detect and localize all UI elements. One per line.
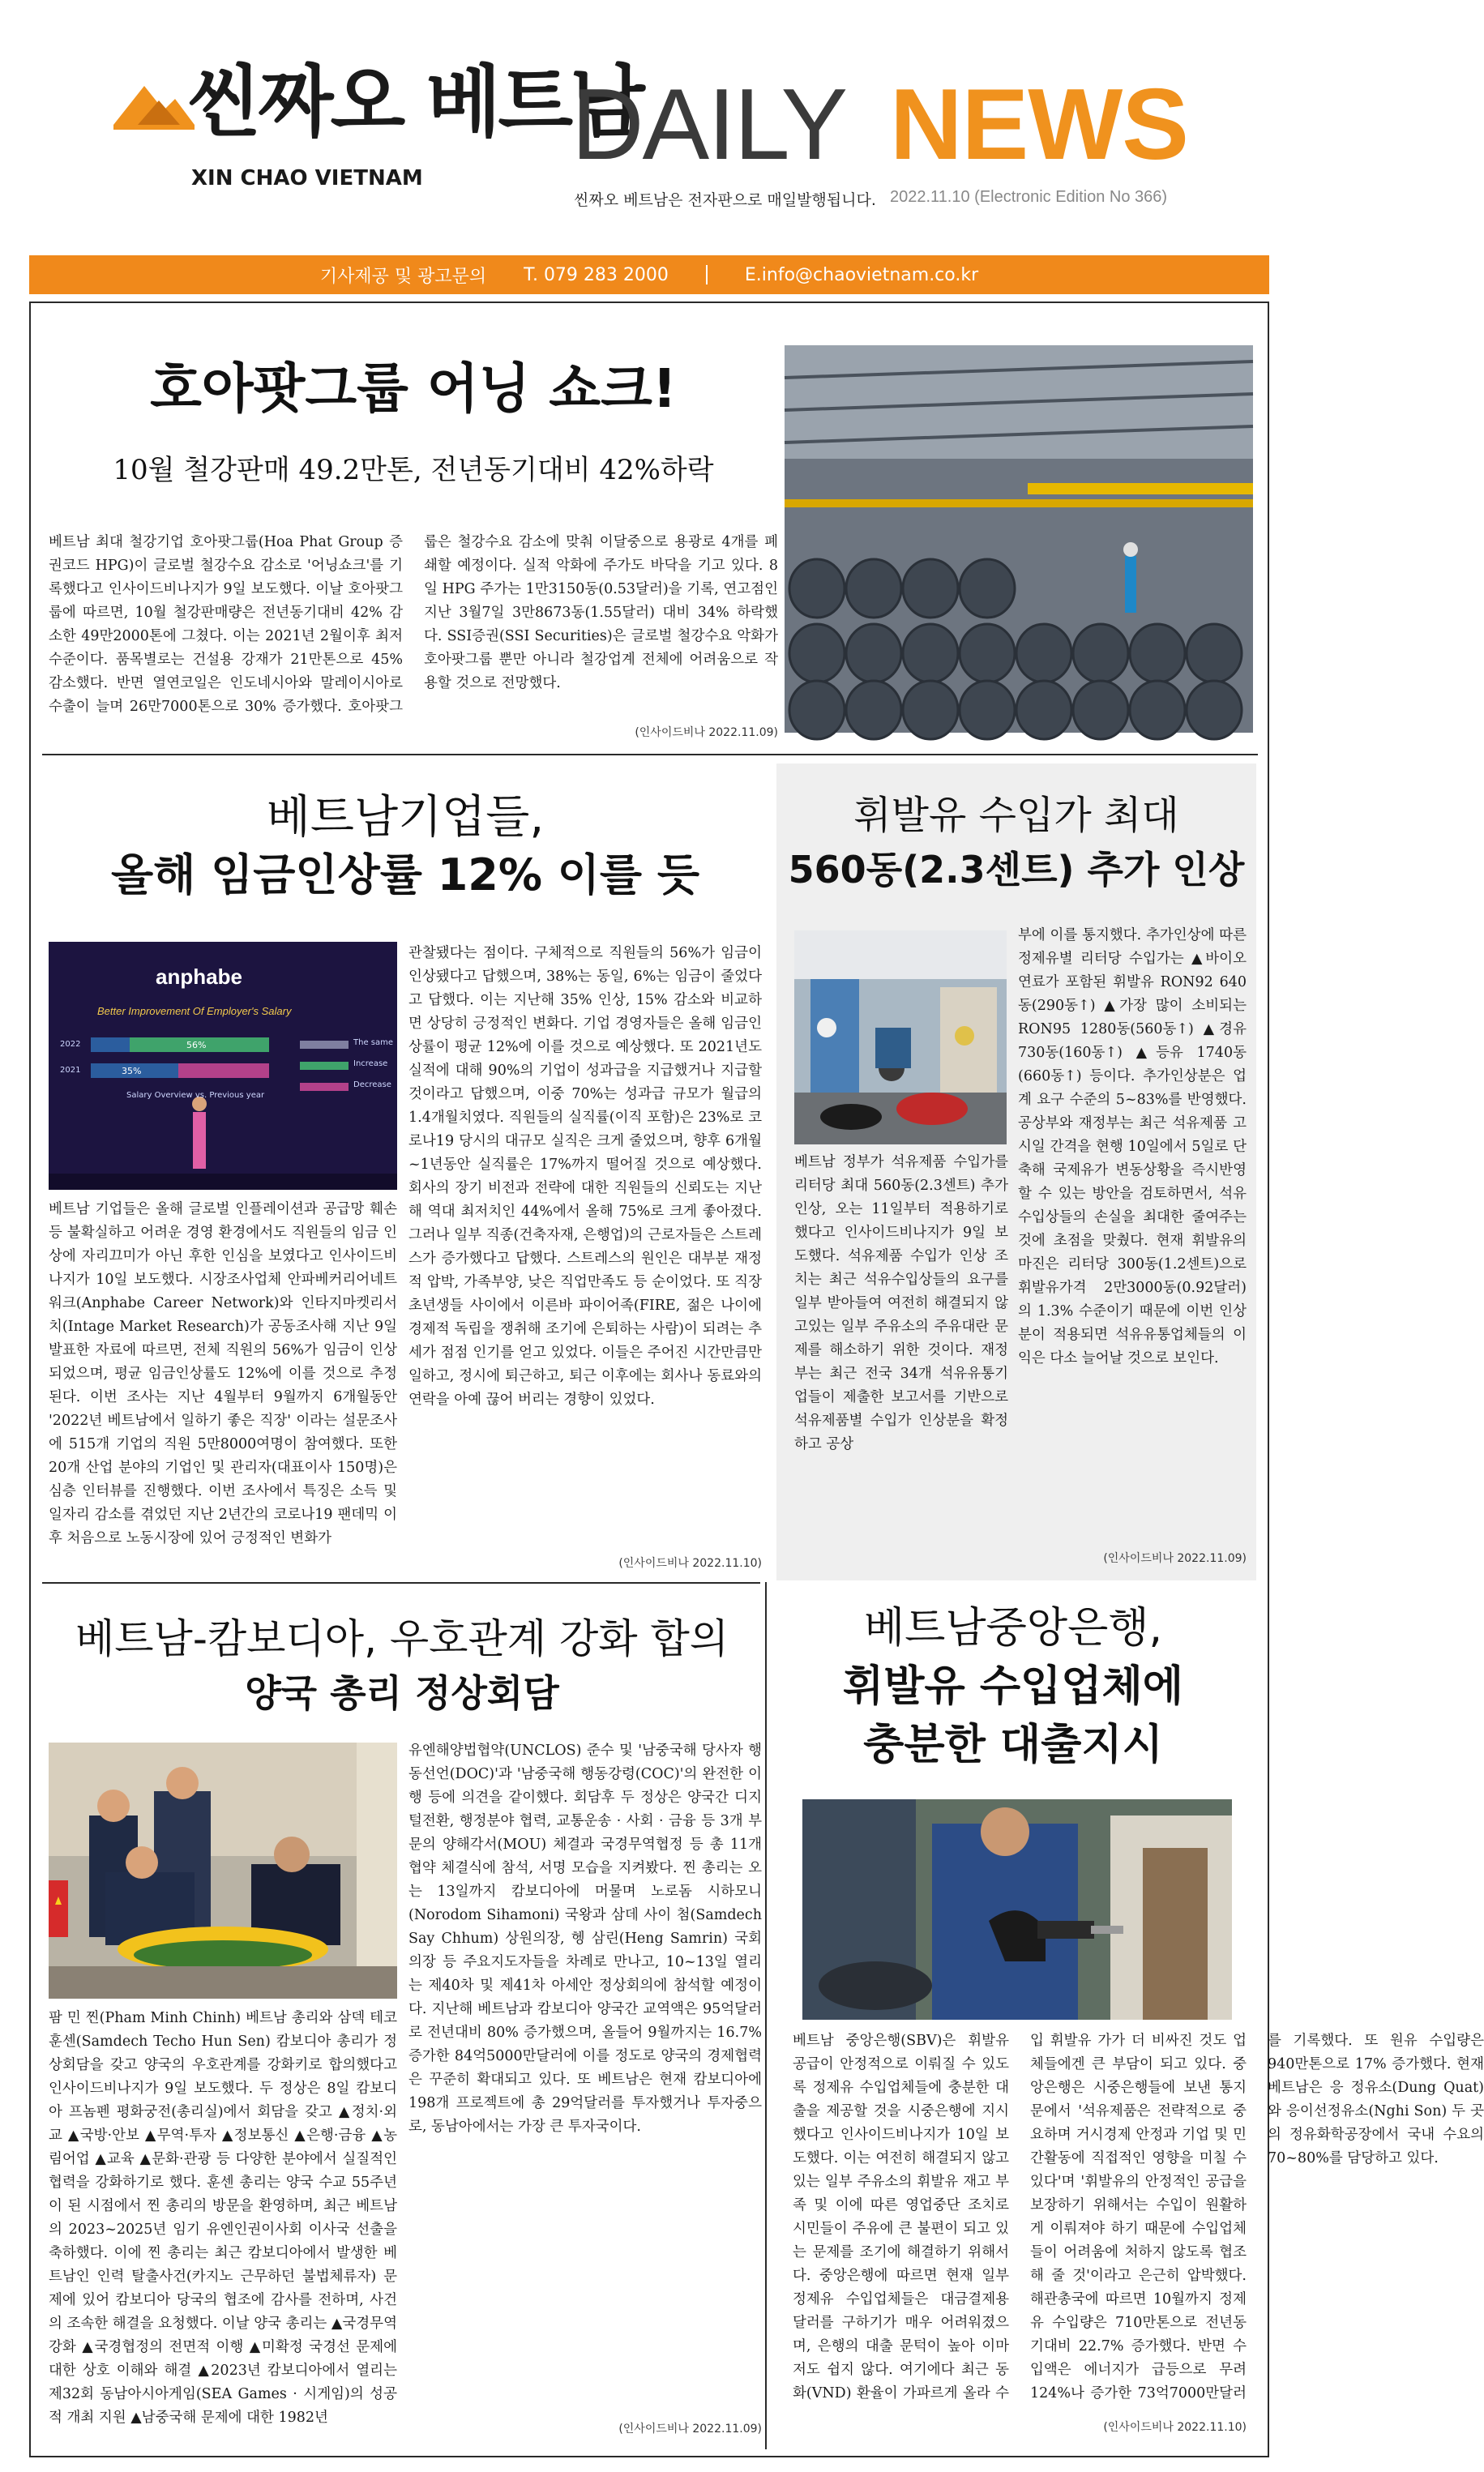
fuel-station-photo	[794, 930, 1007, 1144]
vnkh-headline-line2: 양국 총리 정상회담	[245, 1671, 559, 1715]
wage-survey-photo	[49, 942, 397, 1190]
hoaphat-steel-photo	[785, 345, 1253, 733]
fuel-body-bottom: 베트남 정부가 석유제품 수입가를 리터당 최대 560동(2.3센트) 추가인상, 오는 11일부터 적용하기로 했다고 인사이드비나지가 9일 보도했다. 석유제품 수입가 인상 조치는 최근 석유수입상들의 요구를 일부 받아들여 여전히 해결되지 않고있는 일부 주유소의 주유대란 문제를 해소하기 위한 것이다. 재정부는 최근 전국 34개 석유유통기업들이 제출한 보고서를 기반으로 석유제품별 수입가 인상분을 확정하고 공상	[794, 1154, 1008, 1452]
fuel-body-top: 부에 이를 통지했다. 추가인상에 따른 정제유별 리터당 수입가는 ▲바이오연료가 포함된 휘발유 RON92 640동(290동↑) ▲가장 많이 소비되는 RON95 1280동(560동↑) ▲경유 730동(160동↑) ▲등유 1740동(660동↑) 등이다. 추가인상분은 업계 요구 수준의 5~83%를 반영했다. 공상부와 재정부는 최근 석유제품 고시일 간격을 현행 10일에서 5일로 단축해 국제유가 변동상황을 즉시반영할 수 있는 방안을 검토하면서, 석유수입상들의 손실을 최대한 줄여주는 것에 초점을 맞췄다. 현재 휘발유의 마진은 리터당 300동(1.2센트)으로 휘발유가격 2만3000동(0.92달러)의 1.3% 수준이기 때문에 이번 인상분이 적용되면 석유유통업체들의 이익은 다소 늘어날 것으로 보인다.	[1018, 927, 1247, 1366]
vnkh-leaders-photo	[49, 1743, 397, 1999]
contact-phone[interactable]: T. 079 283 2000	[524, 264, 669, 285]
divider-vertical-lower	[765, 1582, 767, 2449]
sbv-fuel-nozzle-photo	[802, 1799, 1232, 2020]
chart-axis-label: Salary Overview vs. Previous year	[126, 1091, 265, 1100]
chart-value-2021: 35%	[122, 1066, 142, 1076]
divider-row2-left	[42, 1582, 760, 1584]
wage-headline-line1: 베트남기업들,	[266, 791, 545, 844]
chart-value-2022: 56%	[186, 1040, 207, 1050]
vnkh-body-text-part1: 팜 민 찐(Pham Minh Chinh) 베트남 총리와 삼덱 테코 훈센(Samdech Techo Hun Sen) 캄보디아 총리가 정상회담을 갖고 양국의 우호관계를 강화키로 합의했다고 인사이드비나지가 9일 보도했다. 두 정상은 8일 캄보디아 프놈펜 평화궁전(총리실)에서 회담을 갖고 ▲정치·외교 ▲국방·안보 ▲무역·투자 ▲정보통신 ▲은행·금융 ▲농림어업 ▲교육 ▲문화·관광 등 다양한 분야에서 실질적인 협력을 강화하기로 했다. 훈센 총리는 양국 수교 55주년이 된 시점에서 찐 총리의 방문을 환영하며, 최근 베트남의 2023~2025년 임기 유엔인권이사회 이사국 선출을 축하했다. 이에 찐 총리는 최근 캄보디아에서 발생한 베트남인 인력 탈출사건(카지노 근무하던 불법체류자) 문제에 있어 캄보디아 당국의 협조에 감사를 전하며, 사건의 조속한 해결을 요청했다. 이날 양국 총리는 ▲국경무역 강화 ▲국경협정의 전면적 이행 ▲미확정 국경선 문제에 대한 상호 이해와 해결 ▲2023년 캄보디아에서 열리는 제32회 동남아시아게임(SEA Games · 시게임)의 성공적 개최 지원 ▲남중국해 문제에 대한 1982년	[49, 2010, 397, 2426]
sbv-headline-line2: 휘발유 수입업체에	[843, 1662, 1183, 1711]
wage-body-text-part1: 베트남 기업들은 올해 글로벌 인플레이션과 공급망 훼손 등 불확실하고 어려운 경영 환경에서도 직원들의 임금 인상에 자리끄미가 아닌 후한 인심을 보였다고 인사이드비나지가 10일 보도했다. 시장조사업체 안파베커리어네트워크(Anphabe Career Network)와 인타지마켓리서치(Intage Market Research)가 공동조사해 지난 9일 발표한 자료에 따르면, 전체 직원의 56%가 임금이 인상되었으며, 평균 임금인상률도 12%에 이를 것으로 추정된다. 이번 조사는 지난 4월부터 9월까지 6개월동안 '2022년 베트남에서 일하기 좋은 직장' 이라는 설문조사에 515개 기업의 직원 5만8000여명이 참여했다. 또한 20개 산업 분야의 기업인 및 관리자(대표이사 150명)은 심층 인터뷰를 진행했다. 이번 조사에서 특징은 소득 및 일자리 감소를 겪었던 지난 2년간의 코로나19 팬데믹 이후 처음으로 노동시장에 있어 긍정적인 변화가	[49, 1201, 397, 1546]
wage-headline-line2: 올해 임금인상률 12% 이를 듯	[110, 849, 700, 900]
vnkh-body-text-part2: 유엔해양법협약(UNCLOS) 준수 및 '남중국해 당사자 행동선언(DOC)'과 '남중국해 행동강령(COC)'의 완전한 이행 등에 의견을 같이했다. 회담후 두 정상은 양국간 디지털전환, 행정분야 협력, 교통운송 · 사회 · 금융 등 3개 부문의 양해각서(MOU) 체결과 국경무역협정 등 총 11개 협약 체결식에 참석, 서명 모습을 지켜봤다. 찐 총리는 오는 13일까지 캄보디아에 머물며 노로돔 시하모니(Norodom Sihamoni) 국왕과 삼데 사이 첨(Samdech Say Chhum) 상원의장, 헹 삼린(Heng Samrin) 국회의장 등 주요지도자들을 차례로 만나고, 10~13일 열리는 제40차 및 제41차 아세안 정상회의에 참석할 예정이다. 지난해 베트남과 캄보디아 양국간 교역액은 95억달러로 전년대비 80% 증가했으며, 올들어 9월까지는 16.7% 증가한 84억5000만달러에 이를 정도로 양국의 경제협력은 꾸준히 확대되고 있다. 또 베트남은 현재 캄보디아에 198개 프로젝트에 총 29억달러를 투자했거나 투자중으로, 동남아에서는 가장 큰 투자국이다.	[408, 1743, 762, 2135]
legend-increase: Increase	[353, 1059, 388, 1068]
vnkh-source: (인사이드비나 2022.11.09)	[618, 2423, 762, 2436]
contact-divider	[706, 265, 708, 284]
logo-english: XIN CHAO VIETNAM	[191, 166, 423, 190]
hoaphat-body: 베트남 최대 철강기업 호아팟그룹(Hoa Phat Group 증권코드 HPG)이 글로벌 철강수요 감소로 '어닝쇼크'를 기록했다고 인사이드비나지가 9일 보도했다. 이날 호아팟그룹에 따르면, 10월 철강판매량은 전년동기대비 42% 감소한 49만2000톤에 그쳤다. 이는 2021년 2월이후 최저 수준이다. 품목별로는 건설용 강재가 21만톤으로 45% 감소했다. 반면 열연코일은 인도네시아와 말레이시아로 수출이 늘며 26만7000톤으로 30% 증가했다. 호아팟그룹은 철강수요 감소에 맞춰 이달중으로 용광로 4개를 폐쇄할 예정이다. 실적 악화에 주가도 바닥을 기고 있다. 8일 HPG 주가는 1만3150동(0.53달러)을 기록, 연고점인 지난 3월7일 3만8673동(1.55달러) 대비 34% 하락했다. SSI증권(SSI Securities)은 글로벌 철강수요 악화가 호아팟그룹 뿐만 아니라 철강업계 전체에 어려움으로 작용할 것으로 전망했다.	[49, 534, 778, 715]
wage-source: (인사이드비나 2022.11.10)	[618, 1557, 762, 1570]
logo-mountain-icon	[113, 78, 195, 135]
chart-year-2021: 2021	[60, 1066, 81, 1075]
legend-decrease: Decrease	[353, 1080, 391, 1089]
brand-news: NEWS	[890, 69, 1188, 181]
sbv-source: (인사이드비나 2022.11.10)	[1103, 2421, 1247, 2434]
contact-email[interactable]: E.info@chaovietnam.co.kr	[744, 264, 979, 285]
fuel-headline-line2: 560동(2.3센트) 추가 인상	[788, 848, 1245, 892]
hoaphat-source: (인사이드비나 2022.11.09)	[635, 726, 778, 739]
sbv-body: 베트남 중앙은행(SBV)은 휘발유 공급이 안정적으로 이뤄질 수 있도록 정제유 수입업체들에 충분한 대출을 제공할 것을 시중은행에 지시했다고 인사이드비나지가 10일 보도했다. 이는 여전히 해결되지 않고 있는 일부 주유소의 휘발유 재고 부족 및 이에 따른 영업중단 조치로 시민들이 주유에 큰 불편이 되고 있는 문제를 조기에 해결하기 위해서다. 중앙은행에 따르면 현재 일부 정제유 수입업체들은 대금결제용 달러를 구하기가 매우 어려워졌으며, 은행의 대출 문턱이 높아 이마저도 쉽지 않다. 여기에다 최근 동화(VND) 환율이 가파르게 올라 수입 휘발유 가가 더 비싸진 것도 업체들에겐 큰 부담이 되고 있다. 중앙은행은 시중은행들에 보낸 통지문에서 '석유제품은 전략적으로 중요하며 거시경제 안정과 기업 및 민간활동에 직접적인 영향을 미칠 수 있다'며 '휘발유의 안정적인 공급을 보장하기 위해서는 수입이 원활하게 이뤄져야 하기 때문에 수입업체들이 어려움에 처하지 않도록 협조해 줄 것'이라고 은근히 압박했다. 해관총국에 따르면 10월까지 정제유 수입량은 710만톤으로 전년동기대비 22.7% 증가했다. 반면 수입액은 에너지가 급등으로 무려 124%나 증가한 73억7000만달러를 기록했다. 또 원유 수입량은 940만톤으로 17% 증가했다. 현재 베트남은 응 정유소(Dung Quat)와 응이선정유소(Nghi Son) 두 곳의 정유화학공장에서 국내 수요의 70~80%를 담당하고 있다.	[793, 2033, 1484, 2401]
masthead	[0, 0, 1297, 243]
vnkh-body-column2	[408, 1739, 762, 2412]
logo-korean: 씬짜오 베트남	[186, 57, 642, 148]
fuel-source: (인사이드비나 2022.11.09)	[1103, 1552, 1247, 1565]
wage-body-column1	[49, 1198, 397, 1551]
contact-bar	[29, 255, 1269, 294]
fuel-headline-line1: 휘발유 수입가 최대	[853, 793, 1179, 838]
divider-row1	[42, 754, 1258, 755]
legend-same: The same	[353, 1038, 394, 1047]
chart-caption: Better Improvement Of Employer's Salary	[97, 1005, 292, 1017]
edition-info: 2022.11.10 (Electronic Edition No 366)	[890, 188, 1168, 206]
sbv-headline-line1: 베트남중앙은행,	[863, 1604, 1163, 1653]
wage-body-column2	[408, 942, 762, 1551]
contact-label: 기사제공 및 광고문의	[319, 266, 487, 287]
brand-daily: DAILY	[571, 69, 847, 181]
sbv-headline-line3: 충분한 대출지시	[863, 1721, 1163, 1769]
vnkh-headline-line1: 베트남-캄보디아, 우호관계 강화 합의	[75, 1615, 729, 1662]
masthead-tagline: 씬짜오 베트남은 전자판으로 매일발행됩니다.	[574, 191, 876, 209]
chart-year-2022: 2022	[60, 1040, 81, 1049]
wage-body-text-part2: 관찰됐다는 점이다. 구체적으로 직원들의 56%가 임금이 인상됐다고 답했으며, 38%는 동일, 6%는 임금이 줄었다고 답했다. 이는 지난해 35% 인상, 15% 감소와 비교하면 상당히 긍정적인 변화다. 기업 경영자들은 올해 임금인상률이 평균 12%에 이를 것으로 예상했다. 또 2021년도 실적에 대해 90%의 기업이 성과급을 지급했거나 지급할 것이라고 답했으며, 이중 70%는 성과급 규모가 월급의 1.4개월치였다. 직원들의 실직률(이직 포함)은 23%로 코로나19 당시의 대규모 실직은 크게 줄었으며, 향후 6개월~1년동안 실직률은 17%까지 떨어질 것으로 예상했다. 회사의 장기 비전과 전략에 대한 직원들의 신뢰도는 지난해 역대 최저치인 44%에서 올해 75%로 크게 좋아졌다. 그러나 일부 직종(건축자재, 은행업)의 근로자들은 스트레스가 증가했다고 답했다. 스트레스의 원인은 대부분 재정적 압박, 가족부양, 낮은 직업만족도 등 순이었다. 또 직장 초년생들 사이에서 이른바 파이어족(FIRE, 젊은 나이에 경제적 독립을 쟁취해 조기에 은퇴하는 사람)이 되려는 추세가 점점 인기를 얻고 있었다. 이들은 주어진 시간만큼만 일하고, 정시에 퇴근하고, 퇴근 이후에는 회사나 동료와의 연락을 아예 끊어 버리는 경향이 있었다.	[408, 945, 762, 1408]
anphabe-logo: anphabe	[156, 964, 242, 989]
hoaphat-subhead: 10월 철강판매 49.2만톤, 전년동기대비 42%하락	[113, 454, 714, 486]
hoaphat-headline: 호아팟그룹 어닝 쇼크!	[150, 357, 677, 420]
vnkh-body-column1	[49, 2007, 397, 2436]
